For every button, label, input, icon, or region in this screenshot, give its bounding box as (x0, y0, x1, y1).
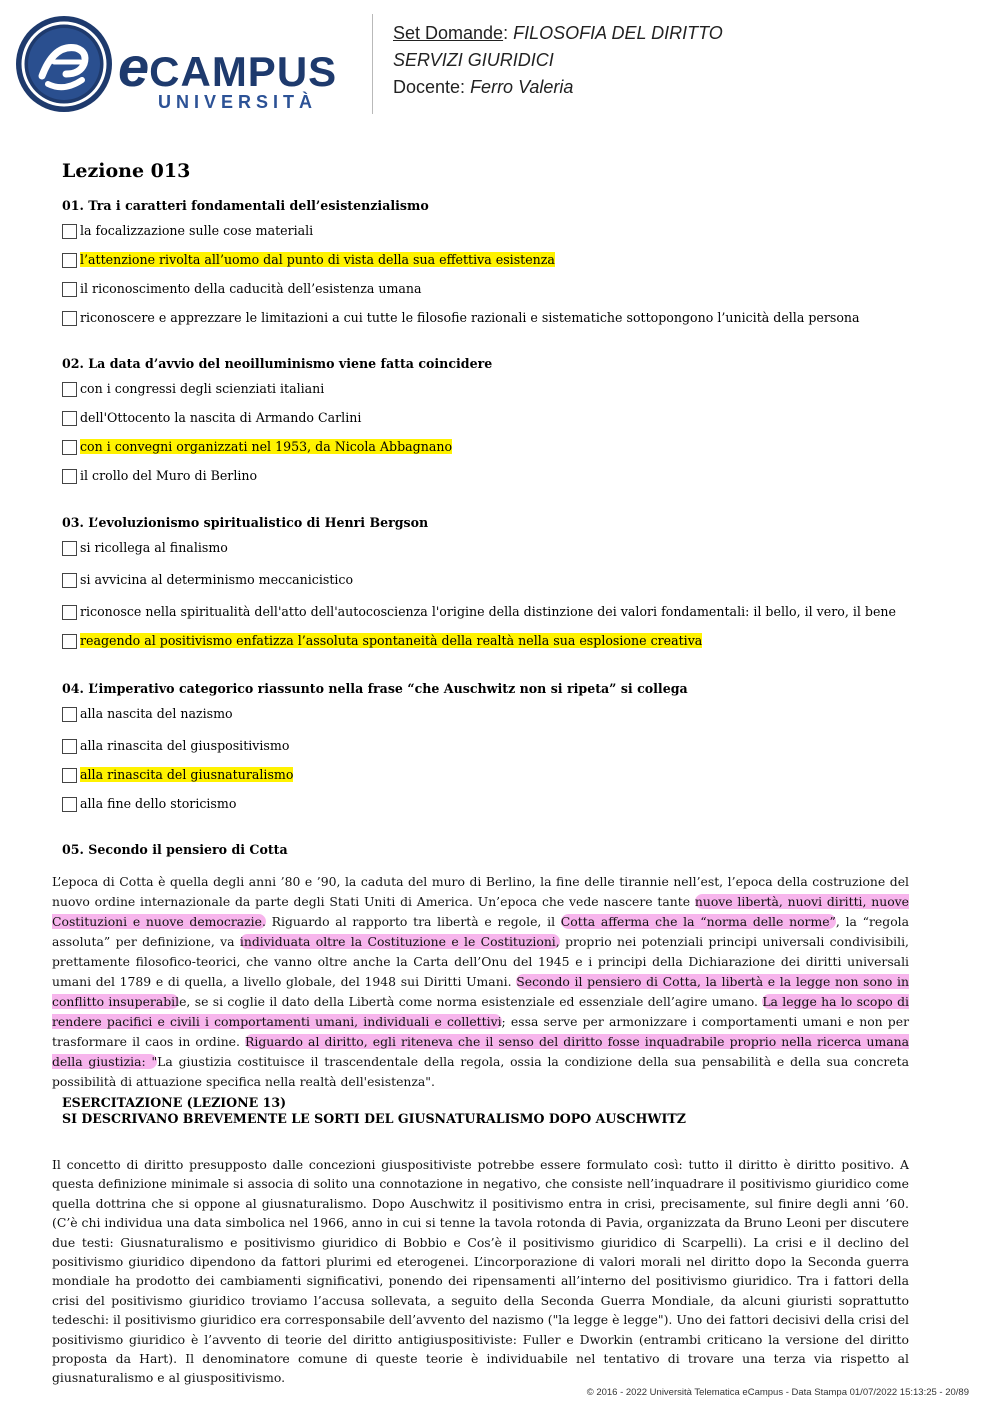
set-value: FILOSOFIA DEL DIRITTO (513, 23, 723, 43)
checkbox[interactable] (62, 739, 77, 754)
checkbox[interactable] (62, 253, 77, 268)
answer-text: riconoscere e apprezzare le limitazioni a cui tutte le filosofie razionali e sistematiche sottopongono l’unicità della persona (80, 310, 860, 325)
highlight-pink: individuata oltre la Costituzione e le Costituzioni, (239, 934, 560, 949)
answer-text: alla nascita del nazismo (80, 706, 233, 721)
checkbox[interactable] (62, 797, 77, 812)
question-02 (62, 356, 912, 497)
checkbox[interactable] (62, 382, 77, 397)
answer-option[interactable] (62, 572, 912, 604)
checkbox[interactable] (62, 224, 77, 239)
answer-option-correct[interactable] (62, 767, 912, 796)
answer-text: con i congressi degli scienziati italiani (80, 381, 325, 396)
highlight-pink: Riguardo al diritto, egli riteneva che il senso del diritto fosse inquadrabile proprio nella ricerca umana della giustizia: " (52, 1034, 909, 1069)
answer-text-highlighted: reagendo al positivismo enfatizza l’assoluta spontaneità della realtà nella sua esplosione creativa (80, 633, 703, 648)
answer-text: il crollo del Muro di Berlino (80, 468, 258, 483)
question-title: 02. La data d’avvio del neoilluminismo viene fatta coincidere (62, 356, 493, 371)
answer-text-highlighted: alla rinascita del giusnaturalismo (80, 767, 294, 782)
answer-text: alla rinascita del giuspositivismo (80, 738, 290, 753)
highlight-pink: La legge ha lo scopo di rendere pacifici e civili i comportamenti umani, individuali e collettivi (52, 994, 909, 1029)
answer-text: si avvicina al determinismo meccanicistico (80, 572, 354, 587)
question-title: 05. Secondo il pensiero di Cotta (62, 842, 288, 857)
checkbox[interactable] (62, 440, 77, 455)
logo-subtitle: UNIVERSITÀ (158, 92, 318, 112)
answer-text: riconosce nella spiritualità dell'atto dell'autocoscienza l'origine della distinzione dei valori fondamentali: il bello, il vero, il bene (80, 604, 896, 619)
question-title: 01. Tra i caratteri fondamentali dell’esistenzialismo (62, 198, 429, 213)
ecampus-logo-icon (14, 14, 114, 114)
highlight-pink: nuove libertà, nuovi diritti, nuove Costituzioni e nuove democrazie. (52, 894, 910, 929)
exercise-heading: ESERCITAZIONE (LEZIONE 13) (62, 1095, 287, 1110)
header-divider (372, 14, 373, 114)
answer-text: alla fine dello storicismo (80, 796, 237, 811)
answer-option[interactable] (62, 468, 912, 497)
page-footer: © 2016 - 2022 Università Telematica eCampus - Data Stampa 01/07/2022 15:13:25 - 20/89 (586, 1387, 969, 1398)
exercise-question: SI DESCRIVANO BREVEMENTE LE SORTI DEL GIUSNATURALISMO DOPO AUSCHWITZ (62, 1111, 686, 1126)
highlight-pink: Cotta afferma che la “norma delle norme” (560, 914, 836, 929)
checkbox[interactable] (62, 634, 77, 649)
question-title: 04. L’imperativo categorico riassunto nella frase “che Auschwitz non si ripeta” si collega (62, 681, 688, 696)
set-label: Set Domande (393, 23, 504, 43)
teacher-label: Docente (393, 77, 461, 97)
lesson-title: Lezione 013 (62, 160, 191, 182)
answer-option[interactable] (62, 540, 912, 572)
checkbox[interactable] (62, 411, 77, 426)
answer-option[interactable] (62, 281, 912, 310)
answer-05-text: L’epoca di Cotta è quella degli anni ’80 e ’90, la caduta del muro di Berlino, la fine delle tirannie nell’est, l’epoca della costruzione del nuovo ordine internazionale da parte degli Stati Uniti di America. Un’epoca che vede nascere tante nuove libertà, nuovi diritti, nuove Costituzioni e nuove democrazie. Riguardo al rapporto tra libertà e regole, il Cotta afferma che la “norma delle norme”, la “regola assoluta” per definizione, va individuata oltre la Costituzione e le Costituzioni, proprio nei potenziali principi universali condivisibili, prettamente filosofico-teorici, che vanno oltre anche la Carta dell’Onu del 1945 e i principi della Dichiarazione dei diritti universali umani del 1789 e di quella, a livello globale, del 1948 sui Diritti Umani. Secondo il pensiero di Cotta, la libertà e la legge non sono in conflitto insuperabile, se si coglie il dato della Libertà come norma esistenziale ed essenziale dell’agire umano. La legge ha lo scopo di rendere pacifici e civili i comportamenti umani, individuali e collettivi; essa serve per armonizzare i comportamenti umani e non per trasformare il caos in ordine. Riguardo al diritto, egli riteneva che il senso del diritto fosse inquadrabile proprio nella ricerca umana della giustizia: "La giustizia costituisce il trascendentale della regola, ossia la condizione della sua pensabilità e della sua concreta possibilità di attuazione specifica nella realtà dell'esistenza". (52, 874, 910, 1089)
answer-text: la focalizzazione sulle cose materiali (80, 223, 314, 238)
exercise-text: Il concetto di diritto presupposto dalle concezioni giuspositiviste potrebbe essere formulato così: tutto il diritto è diritto positivo. A questa definizione minimale si associa di solito una connotazione in negativo, che consiste nell’inquadrare il positivismo giuridico come quella dottrina che si oppone al giusnaturalismo. Dopo Auschwitz il positivismo entra in crisi, precisamente, sul finire degli anni ’60. (C’è chi individua una data simbolica nel 1966, anno in cui si tenne la tavola rotonda di Pavia, organizzata da Bruno Leoni per discutere due testi: Giusnaturalismo e positivismo giuridico di Bobbio e Cos’è il positivismo giuridico di Scarpelli). La crisi e il declino del positivismo giuridico dipendono da fattori plurimi ed eterogenei. L’incorporazione di valori morali nel diritto dopo la Seconda guerra mondiale ha prodotto dei cambiamenti significativi, ponendo dei ripensamenti all’interno del positivismo giuridico. Tra i fattori della crisi del positivismo giuridico troviamo l’accusa sollevata, a seguito della Seconda Guerra Mondiale, da alcuni giuristi soprattutto tedeschi: il positivismo giuridico era corresponsabile dell’avvento del nazismo ("la legge è legge"). Uno dei fattori decisivi della crisi del positivismo giuridico è l’avvento di teorie del diritto antigiuspositiviste: Fuller e Dworkin (entrambi criticano la versione del diritto proposta da Hart). Il denominatore comune di queste teorie è individuabile nel tentativo di trovare una terza via rispetto al giusnaturalismo e al giuspositivismo. (52, 1157, 909, 1386)
answer-option-correct[interactable] (62, 633, 912, 662)
answer-option[interactable] (62, 381, 912, 410)
checkbox[interactable] (62, 768, 77, 783)
answer-text-highlighted: con i convegni organizzati nel 1953, da Nicola Abbagnano (80, 439, 453, 454)
answer-text: si ricollega al finalismo (80, 540, 228, 555)
answer-option[interactable] (62, 796, 912, 825)
answer-text-highlighted: l’attenzione rivolta all’uomo dal punto di vista della sua effettiva esistenza (80, 252, 555, 267)
answer-option[interactable] (62, 706, 912, 738)
checkbox[interactable] (62, 541, 77, 556)
answer-option-correct[interactable] (62, 439, 912, 468)
logo-wordmark: eCAMPUS (118, 35, 338, 98)
teacher-name: Ferro Valeria (470, 77, 574, 97)
highlight-pink: Secondo il pensiero di Cotta, la libertà e la legge non sono in conflitto insuperabil (52, 974, 909, 1009)
answer-text: dell'Ottocento la nascita di Armando Carlini (80, 410, 362, 425)
answer-option-correct[interactable] (62, 252, 912, 281)
question-title: 03. L’evoluzionismo spiritualistico di Henri Bergson (62, 515, 429, 530)
answer-option[interactable] (62, 410, 912, 439)
header-info: Set Domande: FILOSOFIA DEL DIRITTO SERVIZI GIURIDICI Docente: Ferro Valeria (393, 23, 723, 97)
answer-option[interactable] (62, 310, 912, 339)
answer-option[interactable] (62, 223, 912, 252)
checkbox[interactable] (62, 573, 77, 588)
question-03 (62, 515, 912, 662)
answer-option[interactable] (62, 604, 912, 633)
exercise-title (62, 1095, 912, 1127)
question-04 (62, 681, 912, 825)
question-05 (62, 842, 912, 867)
checkbox[interactable] (62, 282, 77, 297)
answer-option[interactable] (62, 738, 912, 767)
checkbox[interactable] (62, 605, 77, 620)
answer-text: il riconoscimento della caducità dell’esistenza umana (80, 281, 422, 296)
checkbox[interactable] (62, 469, 77, 484)
question-01 (62, 198, 912, 339)
checkbox[interactable] (62, 311, 77, 326)
page-header (14, 12, 986, 122)
course-name: SERVIZI GIURIDICI (393, 50, 554, 70)
checkbox[interactable] (62, 707, 77, 722)
